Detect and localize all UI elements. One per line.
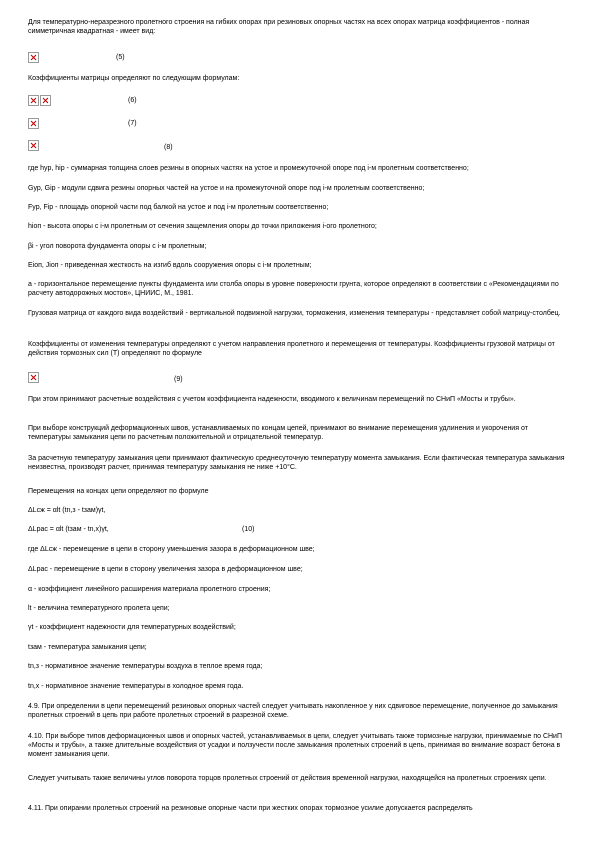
formula-9: [28, 372, 208, 384]
paragraph: 4.10. При выборе типов деформационных швов и опорных частей, устанавливаемых в цепи, следует учитывать также тормозные нагрузки, принимаемые по СНиП «Мосты и трубы», а также длительные воздействия от усадки и ползучести после замыкания пролетных строений в цепь, принимая во внимание возраст бетона в момент замыкания цепи.: [28, 733, 563, 758]
paragraph: 4.11. При опирании пролетных строений на резиновые опорные части при жестких опорах тормозное усилие допускается распределять: [28, 805, 473, 812]
paragraph: где ΔLсж - перемещение в цепи в сторону уменьшения зазора в деформационном шве;: [28, 546, 315, 553]
paragraph: Fур, Fiр - площадь опорной части под балкой на устое и под i-м пролетным соответственно;: [28, 204, 329, 211]
paragraph: За расчетную температуру замыкания цепи принимают фактическую среднесуточную температуру момента замыкания. Если фактическая температура замыкания неизвестна, производят расчет, принимая температуру замыкания не ниже +10°С.: [28, 455, 565, 471]
paragraph: tзам - температура замыкания цепи;: [28, 644, 147, 651]
paragraph: Следует учитывать также величины углов поворота торцов пролетных строений от действия временной нагрузки, находящейся на пролетных строениях цепи.: [28, 775, 547, 782]
paragraph: 4.9. При определении в цепи перемещений резиновых опорных частей следует учитывать накопленное у них сдвиговое перемещение, полученное до замыкания пролетных строений в цепь при работе пролетных строений в разрезной схеме.: [28, 703, 558, 719]
equation-number: (10): [242, 526, 255, 533]
formula-7: [28, 118, 148, 130]
broken-image-icon: [40, 95, 51, 106]
broken-image-icon: [28, 372, 39, 383]
paragraph: βi - угол поворота фундамента опоры с i-м пролетным;: [28, 243, 207, 250]
equation-number: (7): [128, 120, 137, 127]
broken-image-icon: [28, 140, 39, 151]
paragraph: hiоп - высота опоры с i-м пролетным от сечения защемления опоры до точки приложения i-ого пролетного;: [28, 223, 377, 230]
paragraph: Грузовая матрица от каждого вида воздействий - вертикальной подвижной нагрузки, торможения, изменения температуры - представляет собой матрицу-столбец.: [28, 310, 561, 317]
formula-5: [28, 52, 148, 64]
paragraph: Коэффициенты от изменения температуры определяют с учетом направления пролетного и перемещения от температуры. Коэффициенты грузовой матрицы от действия тормозных сил (Т) определяют по формуле: [28, 341, 555, 357]
paragraph: a - горизонтальное перемещение пункты фундамента или столба опоры в уровне поверхности грунта, которое определяют в соответствии с «Рекомендациями по расчету автодорожных мостов», ЦНИИС, М., 1981.: [28, 281, 559, 297]
paragraph: ΔLрас - перемещение в цепи в сторону увеличения зазора в деформационном шве;: [28, 566, 303, 573]
formula-10: [28, 524, 288, 536]
broken-image-icon: [28, 95, 39, 106]
formula-6: [28, 95, 148, 107]
broken-image-icon: [28, 52, 39, 63]
equation-number: (6): [128, 97, 137, 104]
broken-image-icon: [28, 118, 39, 129]
paragraph: Eiоп, Jiоп - приведенная жесткость на изгиб вдоль сооружения опоры с i-м пролетным;: [28, 262, 312, 269]
paragraph: Gур, Giр - модули сдвига резины опорных частей на устое и на промежуточной опоре под i-м пролетным соответственно;: [28, 185, 425, 192]
paragraph: tn,х - нормативное значение температуры в холодное время года.: [28, 683, 244, 690]
paragraph: α - коэффициент линейного расширения материала пролетного строения;: [28, 586, 271, 593]
paragraph: где hур, hiр - суммарная толщина слоев резины в опорных частях на устое и промежуточной опоре под i-м пролетным соответственно;: [28, 165, 469, 172]
equation-number: (9): [174, 376, 183, 383]
paragraph: Коэффициенты матрицы определяют по следующим формулам:: [28, 75, 240, 82]
formula-10-line-1: ΔLсж = αlt (tn,з - tзам)γt,: [28, 507, 106, 514]
equation-number: (8): [164, 144, 173, 151]
paragraph: Перемещения на концах цепи определяют по формуле: [28, 488, 209, 495]
paragraph: γt - коэффициент надежности для температурных воздействий;: [28, 624, 236, 631]
paragraph: lt - величина температурного пролета цепи;: [28, 605, 170, 612]
paragraph: При этом принимают расчетные воздействия с учетом коэффициента надежности, вводимого к величинам перемещений по СНиП «Мосты и трубы».: [28, 396, 516, 403]
formula-10-line-2: ΔLрас = αlt (tзам - tn,х)γt,: [28, 526, 109, 533]
equation-number: (5): [116, 54, 125, 61]
paragraph: Для температурно-неразрезного пролетного строения на гибких опорах при резиновых опорных частях на всех опорах матрица коэффициентов - полная симметричная квадратная - имеет вид:: [28, 19, 530, 35]
paragraph: tn,з - нормативное значение температуры воздуха в теплое время года;: [28, 663, 263, 670]
formula-8: [28, 140, 178, 152]
paragraph: При выборе конструкций деформационных швов, устанавливаемых по концам цепей, принимают во внимание перемещения удлинения и укорочения от температуры замыкания цепи по расчетным положительной и отрицательной температур.: [28, 425, 528, 441]
